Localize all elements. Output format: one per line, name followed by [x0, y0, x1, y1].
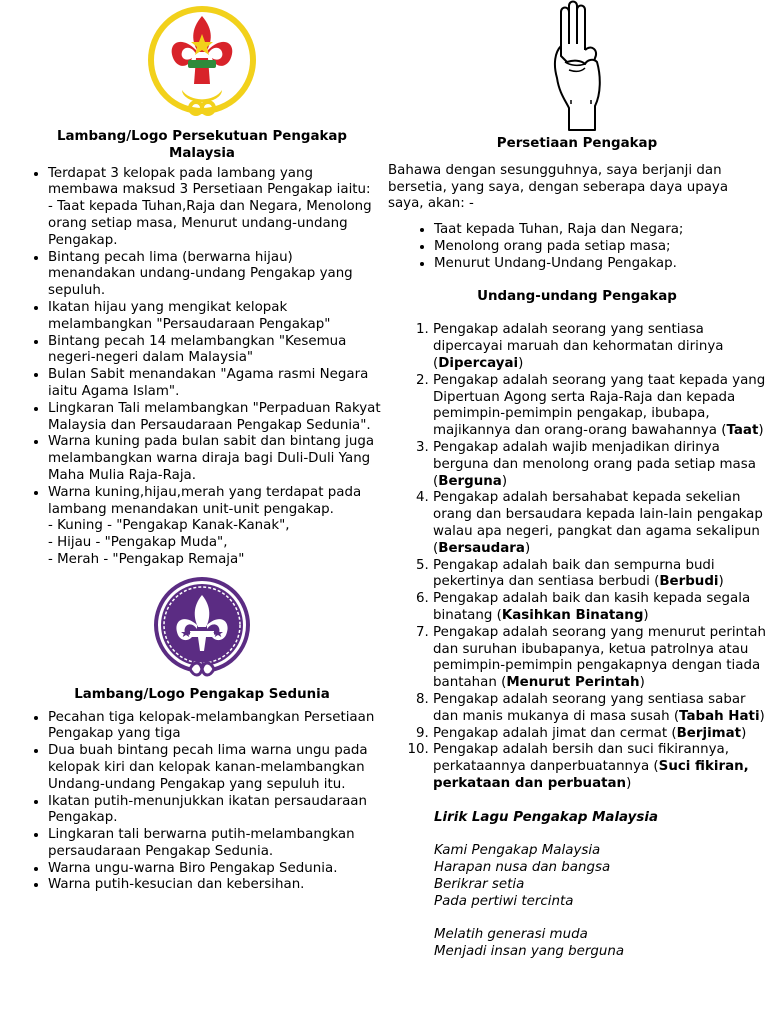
- scout-law-list: [388, 322, 766, 792]
- list-item: • Warna kuning pada bulan sabit dan bintang juga melambangkan warna diraja bagi Duli-Duli Yang Maha Mulia Raja-Raja.: [48, 434, 382, 484]
- list-item: • Ikatan hijau yang mengikat kelopak melambangkan "Persaudaraan Pengakap": [48, 300, 382, 334]
- world-emblem-wrap: [22, 575, 382, 681]
- promise-heading: Persetiaan Pengakap: [496, 136, 658, 151]
- list-item: • Warna ungu-warna Biro Pengakap Sedunia.: [48, 861, 382, 878]
- malaysia-scout-emblem-icon: [146, 4, 258, 122]
- scout-salute-hand-icon: [547, 0, 607, 132]
- list-item: • Lingkaran Tali melambangkan "Perpaduan Rakyat Malaysia dan Persaudaraan Pengakap Sedunia".: [48, 401, 382, 435]
- law-item: 9. Pengakap adalah jimat dan cermat (Berjimat): [433, 726, 766, 743]
- law-item: 3. Pengakap adalah wajib menjadikan dirinya berguna dan menolong orang pada setiap masa (Berguna): [433, 440, 766, 490]
- salute-wrap: [388, 0, 766, 132]
- list-item: • Terdapat 3 kelopak pada lambang yang membawa maksud 3 Persetiaan Pengakap iaitu: - Taat kepada Tuhan,Raja dan Negara, Menolong orang setiap masa, Menurut undang-undang Pengakap.: [48, 166, 382, 250]
- right-column: [388, 0, 766, 961]
- list-item: • Menolong orang pada setiap masa;: [434, 239, 766, 256]
- law-item: 5. Pengakap adalah baik dan sempurna budi pekertinya dan sentiasa berbudi (Berbudi): [433, 558, 766, 592]
- list-item: • Warna kuning,hijau,merah yang terdapat pada lambang menandakan unit-unit pengakap. - Kuning - "Pengakap Kanak-Kanak", - Hijau - "Pengakap Muda", - Merah - "Pengakap Remaja": [48, 485, 382, 569]
- lyric-line: Kami Pengakap Malaysia: [434, 843, 601, 859]
- song-lyrics: [434, 810, 766, 961]
- lyric-line: Berikrar setia: [434, 876, 525, 892]
- lyric-line: Menjadi insan yang berguna: [434, 944, 625, 960]
- list-item: • Dua buah bintang pecah lima warna ungu pada kelopak kiri dan kelopak kanan-melambangkan Undang-undang Pengakap yang sepuluh itu.: [48, 743, 382, 793]
- scout-law-heading: Undang-undang Pengakap: [477, 288, 677, 304]
- law-item: 7. Pengakap adalah seorang yang menurut perintah dan suruhan ibubapanya, ketua patrolnya atau pemimpin-pemimpin pengakapnya dengan tiada bantahan (Menurut Perintah): [433, 625, 766, 692]
- list-item: • Bintang pecah 14 melambangkan "Kesemua negeri-negeri dalam Malaysia": [48, 334, 382, 368]
- list-item: • Ikatan putih-menunjukkan ikatan persaudaraan Pengakap.: [48, 794, 382, 828]
- song-title: Lirik Lagu Pengakap Malaysia: [434, 809, 659, 825]
- world-logo-list: [22, 710, 382, 895]
- list-item: • Bulan Sabit menandakan "Agama rasmi Negara iaitu Agama Islam".: [48, 367, 382, 401]
- list-item: • Lingkaran tali berwarna putih-melambangkan persaudaraan Pengakap Sedunia.: [48, 827, 382, 861]
- left-column: [22, 0, 382, 894]
- lyric-line: Melatih generasi muda: [434, 927, 588, 943]
- promise-list: [388, 222, 766, 272]
- law-item: 8. Pengakap adalah seorang yang sentiasa sabar dan manis mukanya di masa susah (Tabah Hati): [433, 692, 766, 726]
- law-item: 10. Pengakap adalah bersih dan suci fikirannya, perkataannya danperbuatannya (Suci fikiran, perkataan dan perbuatan): [433, 742, 766, 792]
- list-item: • Warna putih-kesucian dan kebersihan.: [48, 877, 382, 894]
- list-item: • Taat kepada Tuhan, Raja dan Negara;: [434, 222, 766, 239]
- world-logo-heading: Lambang/Logo Pengakap Sedunia: [74, 686, 330, 702]
- law-item: 2. Pengakap adalah seorang yang taat kepada yang Dipertuan Agong serta Raja-Raja dan kepada pemimpin-pemimpin pengakap, ibubapa, majikannya dan orang-orang bawahannya (Taat): [433, 373, 766, 440]
- list-item: • Pecahan tiga kelopak-melambangkan Persetiaan Pengakap yang tiga: [48, 710, 382, 744]
- lyric-line: Pada pertiwi tercinta: [434, 893, 574, 909]
- malaysia-emblem-wrap: [22, 4, 382, 122]
- law-item: 6. Pengakap adalah baik dan kasih kepada segala binatang (Kasihkan Binatang): [433, 591, 766, 625]
- law-item: 1. Pengakap adalah seorang yang sentiasa dipercayai maruah dan kehormatan dirinya (Dipercayai): [433, 322, 766, 372]
- promise-intro: Bahawa dengan sesungguhnya, saya berjanji dan bersetia, yang saya, dengan seberapa daya upaya saya, akan: -: [388, 162, 729, 212]
- law-item: 4. Pengakap adalah bersahabat kepada sekelian orang dan bersaudara kepada lain-lain pengakap walau apa negeri, pangkat dan agama sekalipun (Bersaudara): [433, 490, 766, 557]
- malaysia-logo-list: [22, 166, 382, 569]
- world-scout-emblem-icon: [150, 575, 254, 681]
- list-item: • Menurut Undang-Undang Pengakap.: [434, 256, 766, 273]
- lyric-line: Harapan nusa dan bangsa: [434, 860, 611, 876]
- malaysia-logo-heading: Lambang/Logo Persekutuan Pengakap Malaysia: [56, 129, 348, 161]
- list-item: • Bintang pecah lima (berwarna hijau) menandakan undang-undang Pengakap yang sepuluh.: [48, 250, 382, 300]
